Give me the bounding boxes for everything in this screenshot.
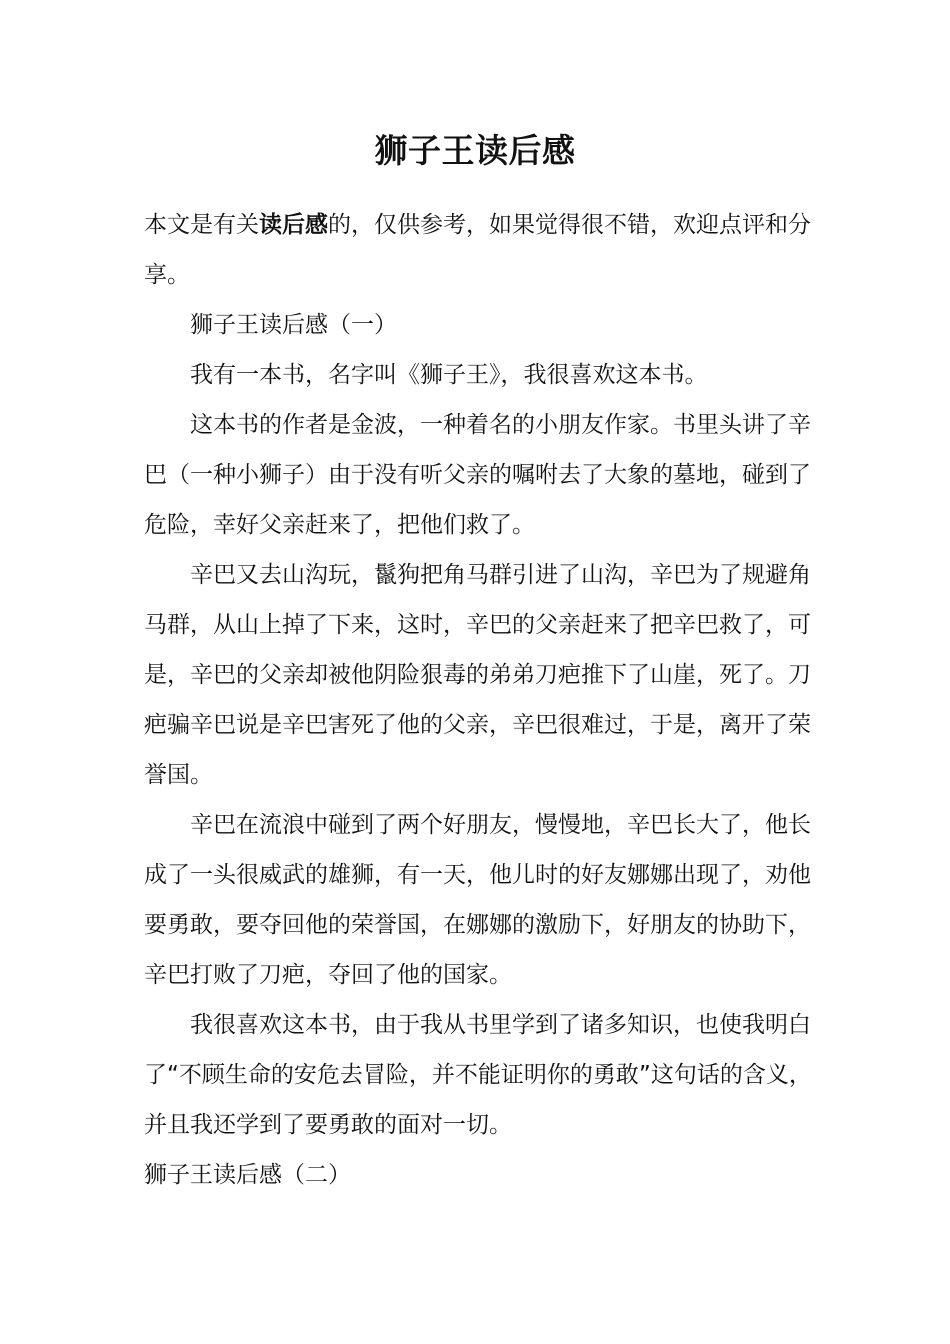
- section-heading-1: 狮子王读后感（一）: [190, 312, 397, 338]
- intro-paragraph: [144, 200, 814, 300]
- body-paragraph: 辛巴在流浪中碰到了两个好朋友，慢慢地，辛巴长大了，他长成了一头很威武的雄狮，有一天，他儿时的好友娜娜出现了，劝他要勇敢，要夺回他的荣誉国，在娜娜的激励下，好朋友的协助下，辛巴打败了刀疤，夺回了他的国家。: [144, 812, 811, 988]
- document-body: [144, 200, 814, 1200]
- intro-text-after: 的，仅供参考，如果觉得很不错，欢迎点评和分享。: [144, 212, 811, 288]
- body-paragraph: 我有一本书，名字叫《狮子王》，我很喜欢这本书。: [190, 362, 708, 388]
- intro-keyword: 读后感: [259, 212, 328, 238]
- body-paragraph: 这本书的作者是金波，一种着名的小朋友作家。书里头讲了辛巴（一种小狮子）由于没有听父亲的嘱咐去了大象的墓地，碰到了危险，幸好父亲赶来了，把他们救了。: [144, 412, 811, 538]
- body-paragraph: 辛巴又去山沟玩，鬣狗把角马群引进了山沟，辛巴为了规避角马群，从山上掉了下来，这时，辛巴的父亲赶来了把辛巴救了，可是，辛巴的父亲却被他阴险狠毒的弟弟刀疤推下了山崖，死了。刀疤骗辛巴说是辛巴害死了他的父亲，辛巴很难过，于是，离开了荣誉国。: [144, 562, 811, 788]
- body-paragraph: 我很喜欢这本书，由于我从书里学到了诸多知识，也使我明白了“不顾生命的安危去冒险，并不能证明你的勇敢”这句话的含义，并且我还学到了要勇敢的面对一切。: [144, 1012, 812, 1138]
- section-heading-2: 狮子王读后感（二）: [144, 1162, 351, 1188]
- document-title: 狮子王读后感: [374, 131, 576, 170]
- intro-text-before: 本文是有关: [144, 212, 259, 238]
